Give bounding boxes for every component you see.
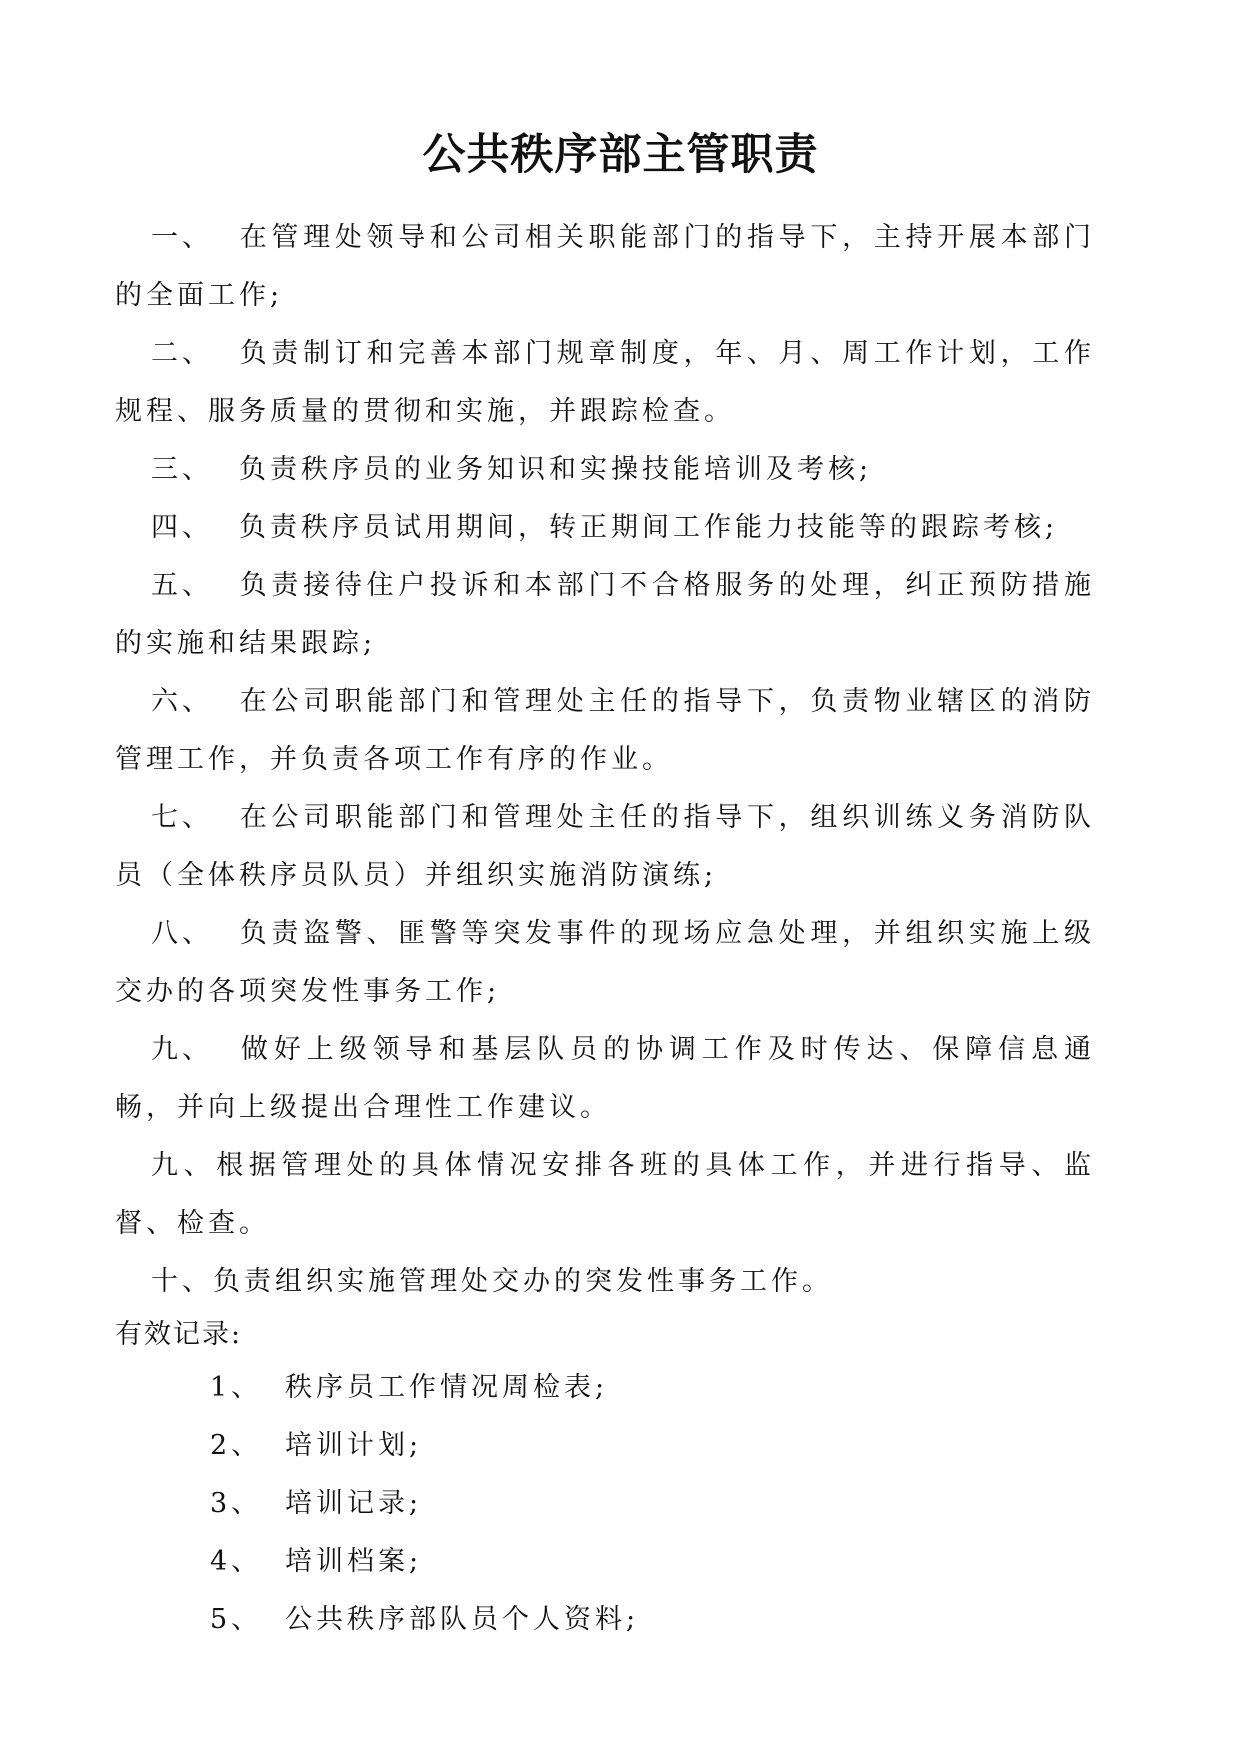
duty-number: 五、 [151,570,213,601]
duty-text: 负责制订和完善本部门规章制度，年、月、周工作计划，工作规程、服务质量的贯彻和实施，并跟踪检查。 [115,338,1095,427]
duty-text: 负责秩序员试用期间，转正期间工作能力技能等的跟踪考核; [239,512,1059,543]
record-item-2 [115,1417,1095,1475]
duty-text: 在管理处领导和公司相关职能部门的指导下，主持开展本部门的全面工作; [115,222,1095,311]
duty-number: 六、 [151,686,213,717]
duty-item-3 [115,441,1095,499]
record-text: 培训计划; [285,1430,423,1461]
duty-number: 七、 [151,802,213,833]
record-text: 公共秩序部队员个人资料; [285,1604,640,1635]
duty-text: 负责接待住户投诉和本部门不合格服务的处理，纠正预防措施的实施和结果跟踪; [115,570,1095,659]
record-number: 3、 [210,1488,263,1519]
records-label: 有效记录: [115,1319,243,1350]
duty-text: 做好上级领导和基层队员的协调工作及时传达、保障信息通畅，并向上级提出合理性工作建议。 [115,1034,1095,1123]
record-number: 2、 [210,1430,263,1461]
record-number: 1、 [210,1372,263,1403]
record-number: 4、 [210,1546,263,1577]
document-body [115,209,1095,1649]
duty-text: 负责盗警、匪警等突发事件的现场应急处理，并组织实施上级交办的各项突发性事务工作; [115,918,1095,1007]
duty-item-7 [115,789,1095,905]
duty-item-8 [115,905,1095,1021]
duty-number: 八、 [151,918,213,949]
duty-item-1 [115,209,1095,325]
duty-item-9-extra: 九、根据管理处的具体情况安排各班的具体工作，并进行指导、监督、检查。 [115,1150,1095,1239]
duty-number: 三、 [151,454,213,485]
duty-item-10: 十、负责组织实施管理处交办的突发性事务工作。 [151,1266,833,1297]
duty-item-5 [115,557,1095,673]
duty-number: 二、 [151,338,213,369]
duty-item-4 [115,499,1095,557]
record-text: 培训记录; [285,1488,423,1519]
record-text: 秩序员工作情况周检表; [285,1372,609,1403]
record-item-1 [115,1359,1095,1417]
duty-item-9 [115,1021,1095,1137]
duty-item-2 [115,325,1095,441]
duty-text: 在公司职能部门和管理处主任的指导下，负责物业辖区的消防管理工作，并负责各项工作有序的作业。 [115,686,1095,775]
record-item-3 [115,1475,1095,1533]
record-number: 5、 [210,1604,263,1635]
page-title: 公共秩序部主管职责 [422,130,819,180]
record-text: 培训档案; [285,1546,423,1577]
duty-text: 负责秩序员的业务知识和实操技能培训及考核; [239,454,873,485]
duty-text: 在公司职能部门和管理处主任的指导下，组织训练义务消防队员（全体秩序员队员）并组织实施消防演练; [115,802,1095,891]
duty-number: 四、 [151,512,213,543]
duty-item-6 [115,673,1095,789]
duty-number: 一、 [151,222,213,253]
record-item-5 [115,1591,1095,1649]
record-item-4 [115,1533,1095,1591]
duty-number: 九、 [151,1034,213,1065]
